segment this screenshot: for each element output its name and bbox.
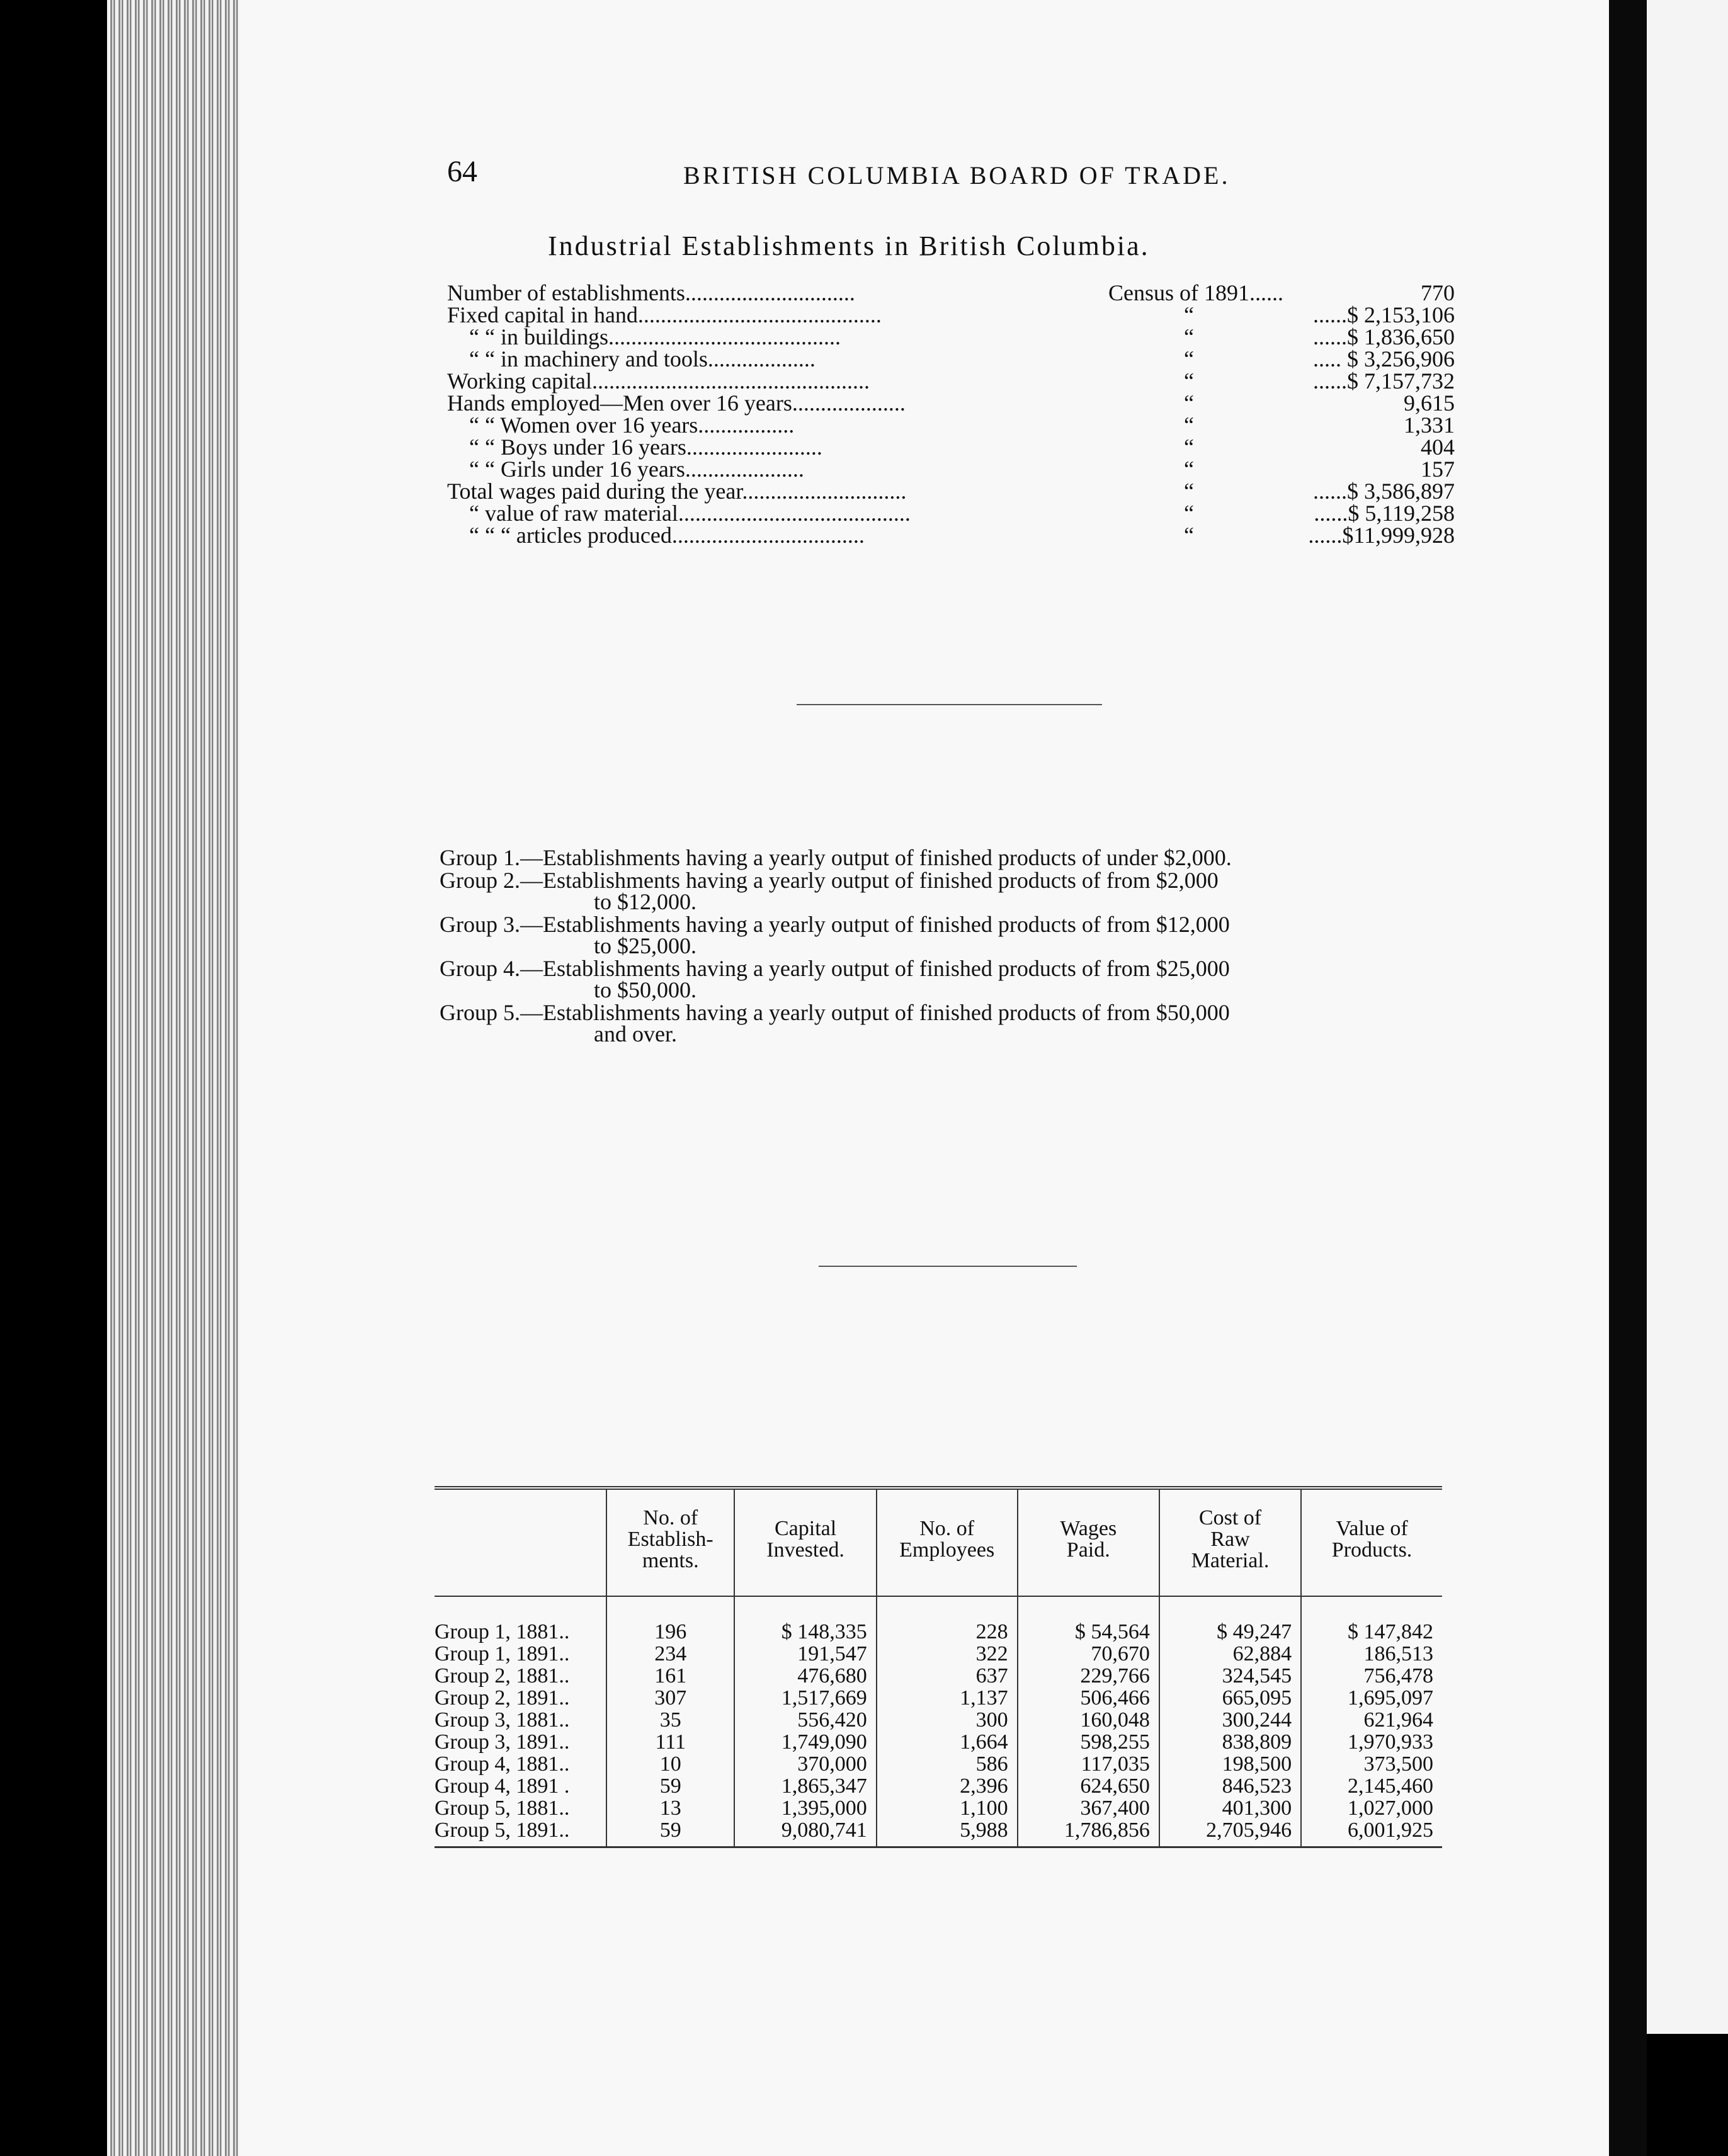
group-definitions: [440, 847, 1460, 1046]
wages-cell: 506,466: [1018, 1687, 1159, 1709]
row-label: Group 1, 1881..: [435, 1620, 570, 1643]
establishments-cell: 111: [606, 1731, 734, 1753]
summary-source: “: [1184, 479, 1194, 504]
raw-material-cell: $ 49,247: [1159, 1596, 1301, 1643]
establishments-cell: 161: [606, 1665, 734, 1687]
capital-cell: 1,749,090: [734, 1731, 876, 1753]
group-definition-text: Group 3.—Establishments having a yearly output of finished products of from $12,000: [440, 912, 1230, 937]
summary-label: “ value of raw material.........................................: [469, 501, 911, 526]
summary-label: Fixed capital in hand...........................................: [447, 302, 882, 327]
wages-cell: 160,048: [1018, 1709, 1159, 1731]
establishments-cell: 307: [606, 1687, 734, 1709]
wages-cell: $ 54,564: [1018, 1596, 1159, 1643]
summary-label: “ “ in machinery and tools...................: [469, 346, 816, 372]
row-label: Group 2, 1891..: [435, 1686, 570, 1710]
wages-cell: 598,255: [1018, 1731, 1159, 1753]
summary-source: “: [1184, 302, 1194, 327]
group-definition-text: Group 4.—Establishments having a yearly output of finished products of from $25,000: [440, 956, 1230, 981]
section-title: Industrial Establishments in British Columbia.: [548, 230, 1150, 261]
capital-cell: 370,000: [734, 1753, 876, 1775]
facing-page-edge: [1647, 0, 1728, 2034]
page-number: 64: [447, 155, 477, 188]
summary-row: [447, 414, 1455, 436]
capital-cell: 476,680: [734, 1665, 876, 1687]
summary-source: Census of 1891......: [1108, 280, 1283, 305]
group-definition-continuation: to $50,000.: [594, 977, 697, 1002]
row-label: Group 1, 1891..: [435, 1642, 570, 1665]
capital-cell: 191,547: [734, 1643, 876, 1665]
group-definition: [440, 847, 1460, 868]
table-row: [435, 1709, 1442, 1731]
employees-cell: 228: [877, 1596, 1018, 1643]
employees-cell: 322: [877, 1643, 1018, 1665]
book-page-edges: [107, 0, 239, 2156]
row-label: Group 3, 1881..: [435, 1708, 570, 1732]
raw-material-cell: 300,244: [1159, 1709, 1301, 1731]
summary-value: ......$ 5,119,258: [1314, 501, 1455, 526]
column-header-wages: Wages Paid.: [1018, 1488, 1159, 1596]
summary-row: [447, 436, 1455, 458]
summary-label: Hands employed—Men over 16 years....................: [447, 390, 906, 416]
summary-row: [447, 348, 1455, 370]
raw-material-cell: 401,300: [1159, 1797, 1301, 1819]
summary-row: [447, 458, 1455, 480]
employees-cell: 1,100: [877, 1797, 1018, 1819]
group-definition-text: Group 2.—Establishments having a yearly output of finished products of from $2,000: [440, 868, 1219, 893]
group-definition: [440, 870, 1460, 912]
row-label: Group 5, 1881..: [435, 1796, 570, 1820]
summary-row: [447, 370, 1455, 392]
summary-value: 1,331: [1404, 412, 1455, 438]
summary-label: “ “ Boys under 16 years........................: [469, 434, 822, 460]
summary-value: 770: [1421, 280, 1455, 305]
group-definition-continuation: and over.: [594, 1021, 677, 1047]
products-cell: 373,500: [1301, 1753, 1442, 1775]
summary-source: “: [1184, 457, 1194, 482]
column-header-establishments: No. of Establish- ments.: [606, 1488, 734, 1596]
book-cover-edge: [1609, 0, 1647, 2156]
summary-value: 157: [1421, 457, 1455, 482]
raw-material-cell: 846,523: [1159, 1775, 1301, 1797]
products-cell: $ 147,842: [1301, 1596, 1442, 1643]
statistics-table: [435, 1486, 1442, 1848]
raw-material-cell: 324,545: [1159, 1665, 1301, 1687]
products-cell: 2,145,460: [1301, 1775, 1442, 1797]
summary-label: Total wages paid during the year.............................: [447, 479, 907, 504]
wages-cell: 624,650: [1018, 1775, 1159, 1797]
products-cell: 1,695,097: [1301, 1687, 1442, 1709]
summary-source: “: [1184, 324, 1194, 349]
raw-material-cell: 2,705,946: [1159, 1819, 1301, 1847]
column-header-products: Value of Products.: [1301, 1488, 1442, 1596]
employees-cell: 1,137: [877, 1687, 1018, 1709]
table-header-row: [435, 1488, 1442, 1596]
employees-cell: 5,988: [877, 1819, 1018, 1847]
summary-label: “ “ in buildings.........................................: [469, 324, 841, 349]
summary-source: “: [1184, 368, 1194, 394]
summary-source: “: [1184, 412, 1194, 438]
wages-cell: 117,035: [1018, 1753, 1159, 1775]
row-label: Group 4, 1891 .: [435, 1774, 570, 1798]
summary-source: “: [1184, 434, 1194, 460]
column-header-employees: No. of Employees: [877, 1488, 1018, 1596]
running-title: BRITISH COLUMBIA BOARD OF TRADE.: [683, 161, 1231, 190]
table-row: [435, 1797, 1442, 1819]
summary-value: ......$ 1,836,650: [1313, 324, 1455, 349]
employees-cell: 637: [877, 1665, 1018, 1687]
summary-row: [447, 480, 1455, 502]
raw-material-cell: 198,500: [1159, 1753, 1301, 1775]
establishments-cell: 59: [606, 1775, 734, 1797]
column-header-capital: Capital Invested.: [734, 1488, 876, 1596]
column-header-raw-material: Cost of Raw Material.: [1159, 1488, 1301, 1596]
summary-label: Working capital.................................................: [447, 368, 870, 394]
row-label: Group 5, 1891..: [435, 1818, 570, 1842]
row-label: Group 3, 1891..: [435, 1730, 570, 1754]
summary-value: 404: [1421, 434, 1455, 460]
wages-cell: 367,400: [1018, 1797, 1159, 1819]
establishments-cell: 13: [606, 1797, 734, 1819]
summary-row: [447, 525, 1455, 547]
summary-value: 9,615: [1404, 390, 1455, 416]
employees-cell: 300: [877, 1709, 1018, 1731]
establishments-cell: 10: [606, 1753, 734, 1775]
capital-cell: 1,517,669: [734, 1687, 876, 1709]
row-label: Group 4, 1881..: [435, 1752, 570, 1776]
establishments-cell: 234: [606, 1643, 734, 1665]
products-cell: 1,027,000: [1301, 1797, 1442, 1819]
products-cell: 186,513: [1301, 1643, 1442, 1665]
table-row: [435, 1596, 1442, 1643]
summary-value: ......$ 3,586,897: [1313, 479, 1455, 504]
products-cell: 621,964: [1301, 1709, 1442, 1731]
summary-list: [447, 282, 1455, 547]
products-cell: 756,478: [1301, 1665, 1442, 1687]
summary-row: [447, 304, 1455, 326]
group-definition: [440, 958, 1460, 1001]
group-definition-text: Group 5.—Establishments having a yearly output of finished products of from $50,000: [440, 1000, 1230, 1025]
raw-material-cell: 665,095: [1159, 1687, 1301, 1709]
summary-source: “: [1184, 501, 1194, 526]
employees-cell: 2,396: [877, 1775, 1018, 1797]
summary-label: “ “ Girls under 16 years.....................: [469, 457, 804, 482]
summary-label: “ “ “ articles produced..................................: [469, 523, 865, 548]
summary-value: ......$11,999,928: [1308, 523, 1455, 548]
products-cell: 6,001,925: [1301, 1819, 1442, 1847]
summary-value: ......$ 7,157,732: [1313, 368, 1455, 394]
wages-cell: 1,786,856: [1018, 1819, 1159, 1847]
establishments-cell: 59: [606, 1819, 734, 1847]
products-cell: 1,970,933: [1301, 1731, 1442, 1753]
table-row: [435, 1643, 1442, 1665]
group-definition: [440, 1002, 1460, 1045]
summary-row: [447, 282, 1455, 304]
table-row: [435, 1775, 1442, 1797]
employees-cell: 1,664: [877, 1731, 1018, 1753]
section-divider: [797, 704, 1102, 705]
summary-row: [447, 502, 1455, 525]
column-header-group: [435, 1488, 606, 1596]
establishments-cell: 35: [606, 1709, 734, 1731]
table-row: [435, 1687, 1442, 1709]
summary-label: Number of establishments..............................: [447, 280, 855, 305]
group-definition-continuation: to $25,000.: [594, 933, 697, 958]
raw-material-cell: 62,884: [1159, 1643, 1301, 1665]
summary-label: “ “ Women over 16 years.................: [469, 412, 795, 438]
capital-cell: 556,420: [734, 1709, 876, 1731]
employees-cell: 586: [877, 1753, 1018, 1775]
capital-cell: 1,865,347: [734, 1775, 876, 1797]
section-divider: [819, 1266, 1077, 1267]
table-row: [435, 1753, 1442, 1775]
group-definition-continuation: to $12,000.: [594, 889, 697, 914]
summary-value: ..... $ 3,256,906: [1313, 346, 1455, 372]
establishments-cell: 196: [606, 1596, 734, 1643]
group-definition-text: Group 1.—Establishments having a yearly output of finished products of under $2,000.: [440, 845, 1232, 870]
row-label: Group 2, 1881..: [435, 1664, 570, 1688]
summary-row: [447, 392, 1455, 414]
raw-material-cell: 838,809: [1159, 1731, 1301, 1753]
wages-cell: 70,670: [1018, 1643, 1159, 1665]
table-row: [435, 1665, 1442, 1687]
summary-value: ......$ 2,153,106: [1313, 302, 1455, 327]
capital-cell: 9,080,741: [734, 1819, 876, 1847]
summary-row: [447, 326, 1455, 348]
summary-source: “: [1184, 523, 1194, 548]
summary-source: “: [1184, 346, 1194, 372]
capital-cell: $ 148,335: [734, 1596, 876, 1643]
capital-cell: 1,395,000: [734, 1797, 876, 1819]
wages-cell: 229,766: [1018, 1665, 1159, 1687]
group-definition: [440, 914, 1460, 956]
table-row: [435, 1731, 1442, 1753]
table-row: [435, 1819, 1442, 1847]
summary-source: “: [1184, 390, 1194, 416]
